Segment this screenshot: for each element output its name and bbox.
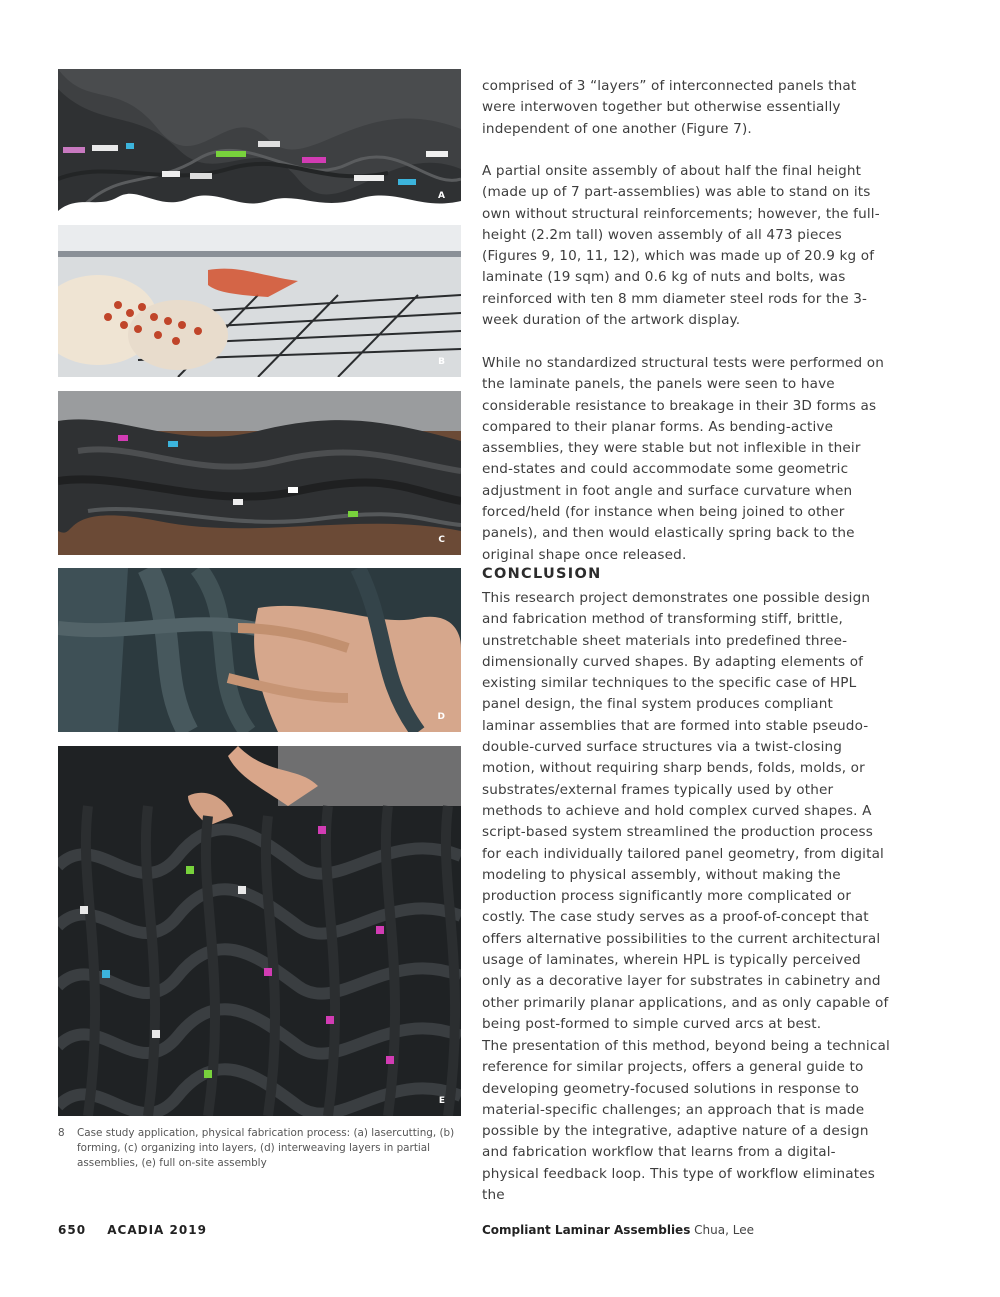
running-authors: Chua, Lee — [694, 1223, 754, 1237]
paragraph-assembly — [482, 161, 890, 331]
paragraph-text: This research project demonstrates one possible design and fabrication method of transforming stiff, brittle, unstretchable sheet materials into predefined three-dimensionally curved shapes. By adapting elements of existing similar techniques to the specific case of HPL panel design, the final system produces compliant laminar assemblies that are formed into stable pseudo-double-curved surface structures via a twist-closing motion, without requiring sharp bends, folds, molds, or substrates/external frames typically used by other methods to achieve and hold complex curved shapes. A script-based system streamlined the production process for each individually tailored panel geometry, from digital modeling to physical assembly, without making the production process significantly more complicated or costly. The case study serves as a proof-of-concept that offers alternative possibilities to the current architectural usage of laminates, wherein HPL is typically perceived only as a decorative layer for substrates in cabinetry and other primarily planar applications, and as only capable of being post-formed to simple curved arcs at best. — [482, 590, 889, 1032]
figure-b-letter: B — [438, 357, 445, 367]
conference-name: ACADIA 2019 — [107, 1223, 207, 1237]
figure-d-interweaving-photo — [58, 568, 461, 732]
figure-b-forming-photo — [58, 225, 461, 377]
figure-d-letter: D — [437, 712, 445, 722]
figure-e-letter: E — [438, 1096, 445, 1106]
figure-caption-text: Case study application, physical fabrication process: (a) lasercutting, (b) forming, (c) organizing into layers, (d) interweaving layers in partial assemblies, (e) full on-site assembly — [77, 1127, 455, 1169]
paragraph-text: The presentation of this method, beyond being a technical reference for similar projects, offers a general guide to developing geometry-focused solutions in response to material-specific challenges; an approach that is made possible by the integrative, adaptive nature of a design and fabrication workflow that learns from a digital-physical feedback loop. This type of workflow eliminates the — [482, 1038, 890, 1204]
figure-a-lasercutting-photo — [58, 69, 461, 211]
running-title: Compliant Laminar Assemblies — [482, 1223, 691, 1237]
paragraph-text: A partial onsite assembly of about half the final height (made up of 7 part-assemblies) was able to stand on its own without structural reinforcements; however, the full-height (2.2m tall) woven assembly of all 473 pieces (Figures 9, 10, 11, 12), which was made up of 20.9 kg of laminate (19 sqm) and 0.6 kg of nuts and bolts, was reinforced with ten 8 mm diameter steel rods for the 3-week duration of the artwork display. — [482, 163, 880, 329]
figure-c-letter: C — [438, 535, 445, 545]
paragraph-structural — [482, 353, 890, 566]
section-heading-conclusion: CONCLUSION — [482, 566, 602, 582]
paragraph-presentation — [482, 1036, 890, 1206]
footer-right — [482, 1223, 754, 1237]
paragraph-conclusion — [482, 588, 890, 1035]
footer-left — [58, 1223, 207, 1237]
paragraph-layers — [482, 76, 890, 140]
paragraph-text: comprised of 3 “layers” of interconnected panels that were interwoven together but otherwise essentially independent of one another (Figure 7). — [482, 78, 857, 137]
paragraph-text: While no standardized structural tests were performed on the laminate panels, the panels were seen to have considerable resistance to breakage in their 3D forms as compared to their planar forms. As bending-active assemblies, they were stable but not inflexible in their end-states and could accommodate some geometric adjustment in foot angle and surface curvature when forced/held (for instance when being joined to other panels), and then would elastically spring back to the original shape once released. — [482, 355, 885, 563]
figure-a-letter: A — [438, 191, 445, 201]
figure-e-assembly-photo — [58, 746, 461, 1116]
figure-c-layers-photo — [58, 391, 461, 555]
figure-caption — [58, 1126, 458, 1171]
figure-number: 8 — [58, 1127, 65, 1139]
page-number: 650 — [58, 1223, 87, 1237]
